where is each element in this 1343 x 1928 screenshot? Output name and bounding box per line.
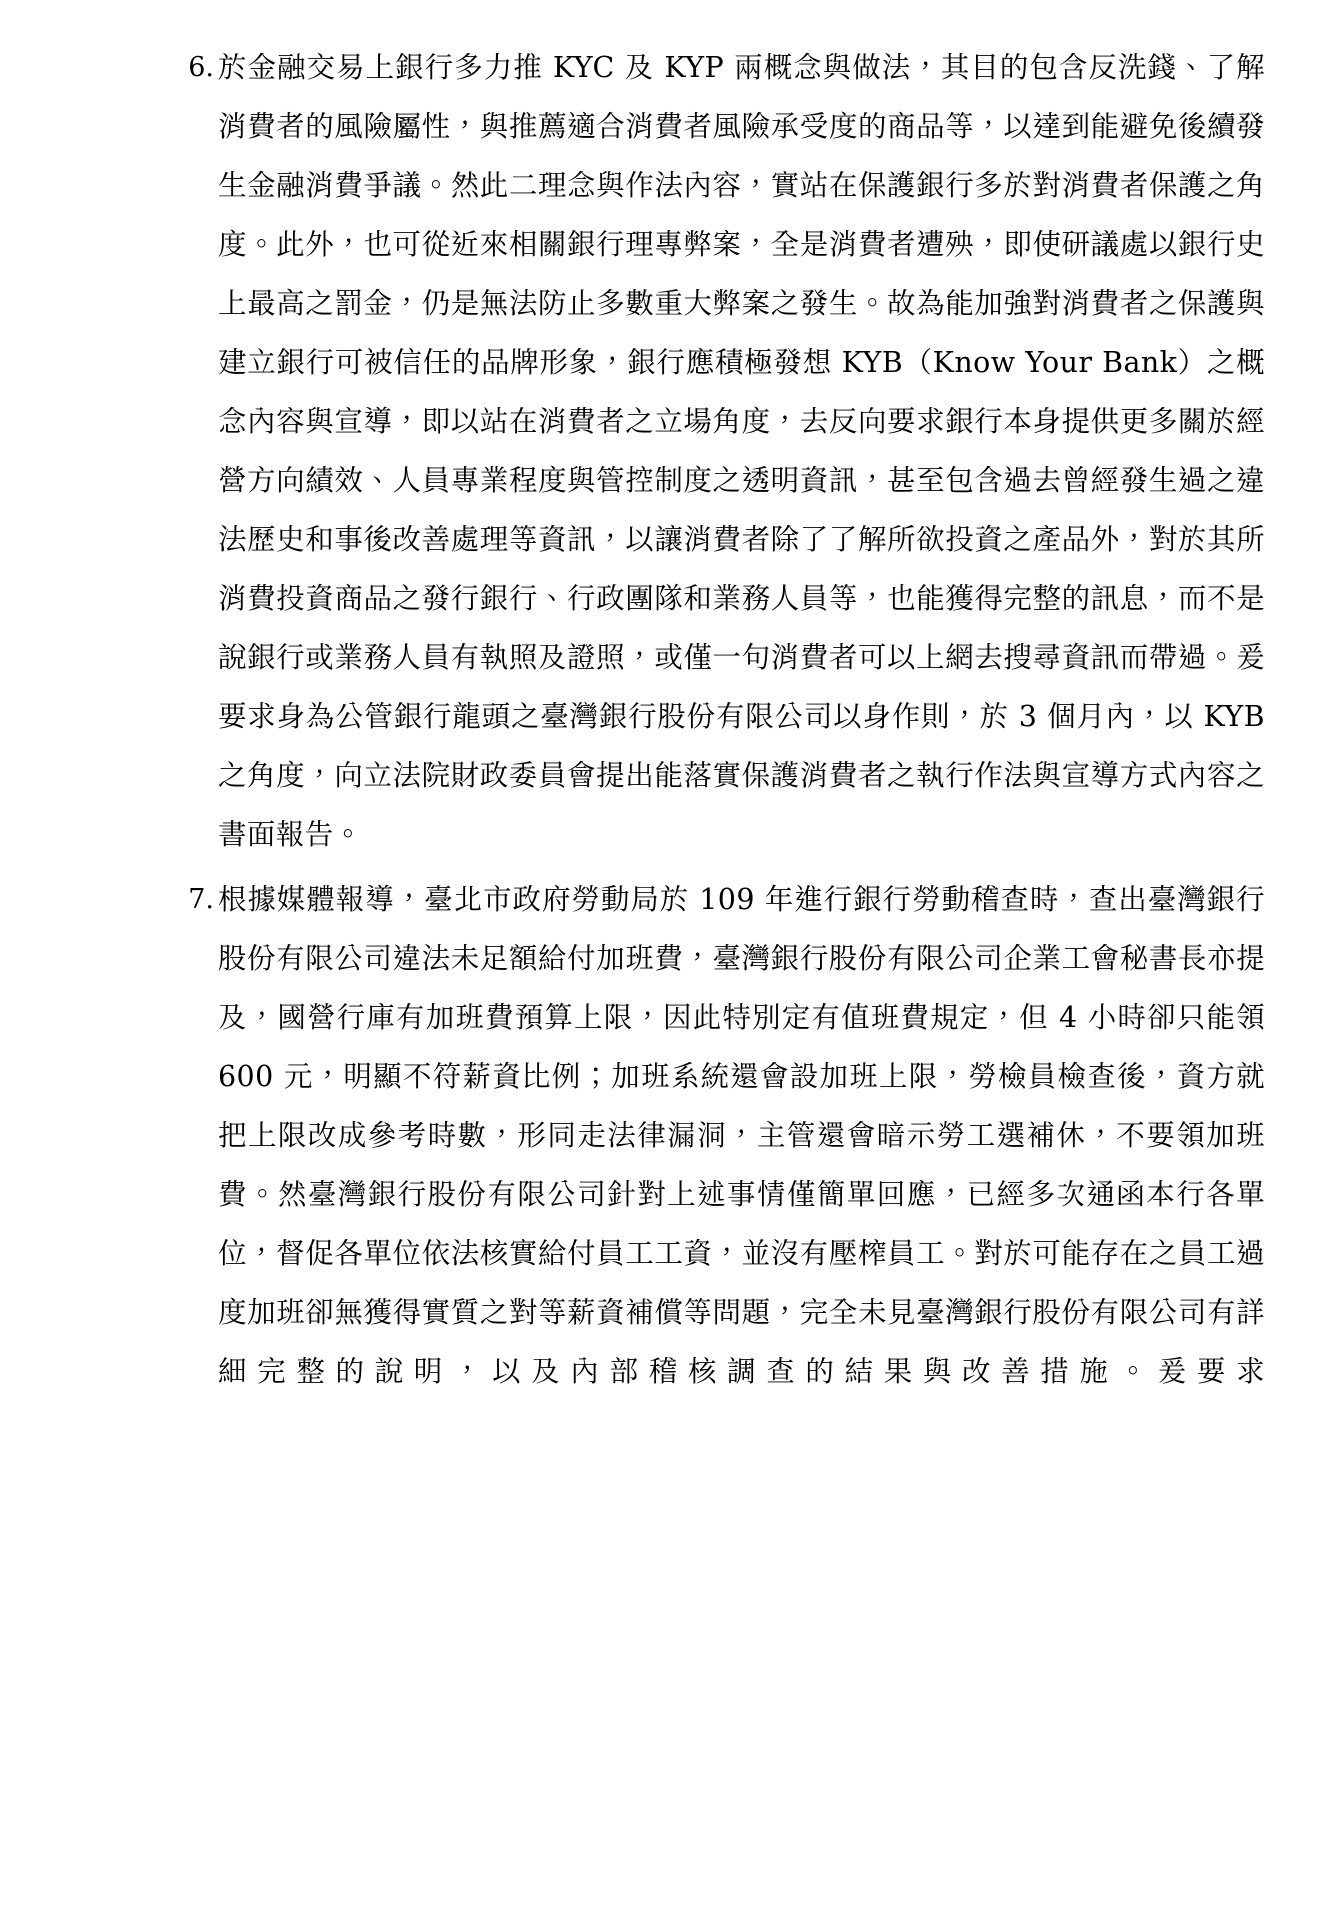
list-item: [168, 38, 1265, 864]
list-item-marker: 7.: [188, 884, 214, 915]
list-item-text: 於金融交易上銀行多力推 KYC 及 KYP 兩概念與做法，其目的包含反洗錢、了解消費者的風險屬性，與推薦適合消費者風險承受度的商品等，以達到能避免後續發生金融消費爭議。然此二理念與作法內容，實站在保護銀行多於對消費者保護之角度。此外，也可從近來相關銀行理專弊案，全是消費者遭殃，即使研議處以銀行史上最高之罰金，仍是無法防止多數重大弊案之發生。故為能加強對消費者之保護與建立銀行可被信任的品牌形象，銀行應積極發想 KYB（Know Your Bank）之概念內容與宣導，即以站在消費者之立場角度，去反向要求銀行本身提供更多關於經營方向績效、人員專業程度與管控制度之透明資訊，甚至包含過去曾經發生過之違法歷史和事後改善處理等資訊，以讓消費者除了了解所欲投資之產品外，對於其所消費投資商品之發行銀行、行政團隊和業務人員等，也能獲得完整的訊息，而不是說銀行或業務人員有執照及證照，或僅一句消費者可以上網去搜尋資訊而帶過。爰要求身為公管銀行龍頭之臺灣銀行股份有限公司以身作則，於 3 個月內，以 KYB 之角度，向立法院財政委員會提出能落實保護消費者之執行作法與宣導方式內容之書面報告。: [218, 51, 1265, 851]
list-item-text: 根據媒體報導，臺北市政府勞動局於 109 年進行銀行勞動稽查時，查出臺灣銀行股份有限公司違法未足額給付加班費，臺灣銀行股份有限公司企業工會秘書長亦提及，國營行庫有加班費預算上限，因此特別定有值班費規定，但 4 小時卻只能領 600 元，明顯不符薪資比例；加班系統還會設加班上限，勞檢員檢查後，資方就把上限改成參考時數，形同走法律漏洞，主管還會暗示勞工選補休，不要領加班費。然臺灣銀行股份有限公司針對上述事情僅簡單回應，已經多次通函本行各單位，督促各單位依法核實給付員工工資，並沒有壓榨員工。對於可能存在之員工過度加班卻無獲得實質之對等薪資補償等問題，完全未見臺灣銀行股份有限公司有詳細完整的說明，以及內部稽核調查的結果與改善措施。爰要求: [218, 883, 1265, 1388]
list-item-marker: 6.: [188, 52, 214, 83]
list-item: [168, 870, 1265, 1401]
